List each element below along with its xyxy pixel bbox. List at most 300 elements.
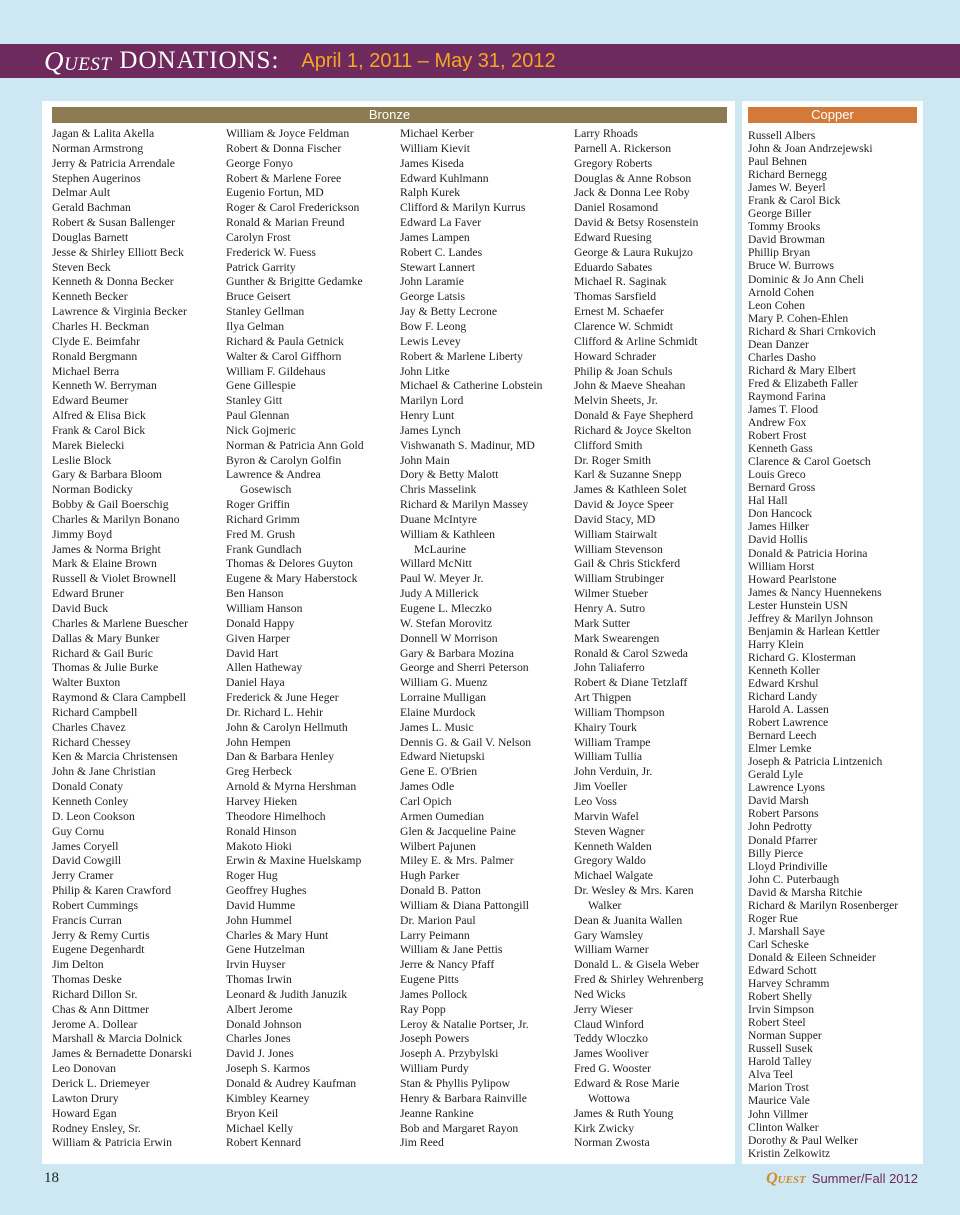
donor-name: William Hanson — [226, 602, 303, 615]
donor-name: John Hummel — [226, 913, 292, 927]
donor-name: William & Patricia Erwin — [52, 1136, 172, 1150]
donor-name: Richard Campbell — [52, 705, 138, 719]
donor-name: Richard Landy — [748, 690, 818, 704]
donor-name: George Biller — [748, 207, 812, 221]
donor-name: David Browman — [748, 233, 825, 247]
donor-name: Charles & Marilyn Bonano — [52, 512, 180, 526]
donor-name: James L. Music — [400, 720, 474, 734]
donor-name: John & Jane Christian — [52, 765, 156, 779]
donor-name: Leslie Block — [52, 453, 112, 467]
donor-name: James Pollock — [400, 987, 468, 1001]
donor-name: Ronald & Carol Szweda — [574, 646, 688, 660]
donor-name: Richard Dillon Sr. — [52, 987, 138, 1001]
donor-name: Stanley Gellman — [226, 305, 305, 319]
donor-name: Robert Kennard — [226, 1136, 301, 1150]
donor-name: Benjamin & Harlean Kettler — [748, 624, 880, 638]
donor-name: Dorothy & Paul Welker — [748, 1133, 858, 1147]
donor-name: William & Diana Pattongill — [400, 898, 530, 912]
donor-name: Robert & Diane Tetzlaff — [574, 676, 688, 690]
donor-name: Donald Johnson — [226, 1017, 302, 1031]
donor-name: Marvin Wafel — [574, 809, 639, 823]
donor-name: Gary & Barbara Mozina — [400, 646, 514, 660]
donor-name: Richard & Marilyn Massey — [400, 498, 529, 512]
donor-name: Bryon Keil — [226, 1106, 279, 1120]
donor-name: Clifford & Marilyn Kurrus — [400, 201, 526, 215]
donor-name: Tommy Brooks — [748, 220, 821, 234]
donor-name: Jesse & Shirley Elliott Beck — [52, 245, 184, 259]
donor-name: Ronald Hinson — [226, 824, 297, 838]
donor-name: Donald Pfarrer — [748, 833, 818, 847]
donor-name: Richard & Marilyn Rosenberger — [748, 898, 899, 912]
donor-name: Donald & Eileen Schneider — [748, 950, 876, 964]
donor-name: Walter & Carol Giffhorn — [226, 349, 342, 363]
donor-name: Jim Delton — [52, 958, 104, 972]
donor-name: Robert Parsons — [748, 807, 819, 821]
donor-name: Bruce Geisert — [226, 290, 291, 304]
donor-name: Walter Buxton — [52, 676, 121, 690]
donor-name: Steven Wagner — [574, 824, 645, 838]
donor-name: Joseph S. Karmos — [226, 1062, 311, 1076]
donor-name: Raymond Farina — [748, 389, 826, 403]
donor-name: Lawrence & Andrea — [226, 468, 321, 482]
donor-name: Jeanne Rankine — [400, 1106, 474, 1120]
donor-name: Russell & Violet Brownell — [52, 572, 177, 586]
donor-name: Donald Conaty — [52, 780, 124, 794]
donor-name: James Hilker — [748, 520, 809, 534]
donor-name: Kenneth Koller — [748, 663, 820, 677]
donor-name: Albert Jerome — [226, 1002, 293, 1016]
donor-name: James & Bernadette Donarski — [52, 1047, 192, 1061]
donor-name: Edward Nietupski — [400, 750, 485, 764]
donor-name: Robert C. Landes — [400, 245, 483, 259]
donor-name: Robert Cummings — [52, 898, 139, 912]
donor-name: Art Thigpen — [574, 691, 632, 705]
donor-name: Douglas Barnett — [52, 230, 129, 244]
donor-name: Clyde E. Beimfahr — [52, 334, 140, 348]
donor-name: Michael & Catherine Lobstein — [400, 379, 543, 393]
donor-name: Richard Grimm — [226, 512, 300, 526]
donor-name: Robert & Donna Fischer — [226, 141, 342, 155]
donor-name: William Stairwalt — [574, 527, 657, 541]
donor-name: William & Jane Pettis — [400, 943, 503, 957]
donor-name: Dallas & Mary Bunker — [52, 631, 160, 645]
donor-name: George Latsis — [400, 290, 466, 304]
donor-name: Kenneth Conley — [52, 794, 129, 808]
donor-name: Alva Teel — [748, 1068, 794, 1082]
donor-name: Gregory Roberts — [574, 156, 653, 170]
donor-name: Donald & Patricia Horina — [748, 546, 868, 560]
donor-name: Jay & Betty Lecrone — [400, 305, 498, 319]
donor-name: Leonard & Judith Januzik — [226, 987, 348, 1001]
donor-name: Paul Behnen — [748, 155, 807, 169]
donor-name: Delmar Ault — [52, 186, 111, 200]
donor-name: Richard & Mary Elbert — [748, 363, 856, 377]
donor-name: John Taliaferro — [574, 661, 645, 675]
donor-name: Gary & Barbara Bloom — [52, 468, 163, 482]
donor-name: Kirk Zwicky — [574, 1121, 635, 1135]
donor-name: Thomas Sarsfield — [574, 290, 657, 304]
donor-name: Thomas & Julie Burke — [52, 661, 159, 675]
donor-name: Larry Rhoads — [574, 127, 638, 140]
donor-name: Richard Chessey — [52, 735, 131, 749]
donor-name: Khairy Tourk — [574, 720, 637, 734]
donor-name: William G. Muenz — [400, 676, 488, 690]
donor-name: Leo Donovan — [52, 1062, 116, 1076]
donor-name: Gunther & Brigitte Gedamke — [226, 275, 363, 289]
donor-name: Guy Cornu — [52, 824, 105, 838]
donor-name: Charles Chavez — [52, 720, 126, 734]
donor-name: Leroy & Natalie Portser, Jr. — [400, 1017, 529, 1031]
donor-name: Marilyn Lord — [400, 394, 464, 408]
donor-name: David Stacy, MD — [574, 512, 656, 526]
donor-name: Billy Pierce — [748, 846, 804, 860]
donor-name: Robert Lawrence — [748, 716, 829, 730]
donor-name: Mark & Elaine Brown — [52, 557, 157, 571]
donor-name: Clarence W. Schmidt — [574, 319, 673, 333]
donor-name: Greg Herbeck — [226, 765, 292, 779]
donor-name: Harold A. Lassen — [748, 703, 829, 717]
donor-name: Philip & Karen Crawford — [52, 884, 172, 898]
donor-name: Melvin Sheets, Jr. — [574, 394, 658, 408]
donor-name: Dominic & Jo Ann Cheli — [748, 272, 864, 286]
donor-name: Dan & Barbara Henley — [226, 750, 335, 764]
donor-name: Gene E. O'Brien — [400, 765, 478, 779]
donor-name: Rodney Ensley, Sr. — [52, 1121, 141, 1135]
donor-name: Marion Trost — [748, 1081, 809, 1095]
donor-name: Clarence & Carol Goetsch — [748, 455, 871, 469]
donor-name: Louis Greco — [748, 468, 806, 482]
donor-name: Chas & Ann Dittmer — [52, 1002, 150, 1016]
donor-name: Michael Kelly — [226, 1121, 294, 1135]
donor-name: Gregory Waldo — [574, 854, 646, 868]
donor-name: Harvey Hieken — [226, 794, 298, 808]
donor-name: Arnold & Myrna Hershman — [226, 780, 357, 794]
donor-name: Jim Reed — [400, 1136, 444, 1150]
donor-name: Thomas Deske — [52, 973, 122, 987]
donor-name: John Villmer — [748, 1107, 808, 1121]
donor-name: John Pedrotty — [748, 820, 813, 834]
donor-name: Robert & Marlene Liberty — [400, 349, 524, 363]
donor-name: Charles Jones — [226, 1032, 291, 1046]
donor-name: John Laramie — [400, 275, 464, 289]
donor-name: Thomas Irwin — [226, 973, 292, 987]
donor-name: Lawrence Lyons — [748, 781, 825, 795]
donor-name: Frederick & June Heger — [226, 691, 339, 705]
donor-name: Erwin & Maxine Huelskamp — [226, 854, 362, 868]
donor-name: Gary Wamsley — [574, 928, 644, 942]
donor-name: Edward Ruesing — [574, 230, 652, 244]
donor-name: John Main — [400, 453, 450, 467]
donor-name: Gail & Chris Stickferd — [574, 557, 681, 571]
donor-name: Jerry Cramer — [52, 869, 114, 883]
donor-name: Alfred & Elisa Bick — [52, 409, 146, 423]
donor-name: David Buck — [52, 602, 109, 615]
donor-name: Marshall & Marcia Dolnick — [52, 1032, 183, 1046]
donor-name: Richard & Paula Getnick — [226, 334, 344, 348]
donor-name: Donald & Audrey Kaufman — [226, 1077, 357, 1090]
donor-name: David Hart — [226, 646, 279, 660]
donor-name: John & Carolyn Hellmuth — [226, 720, 348, 734]
donor-name: Richard & Shari Crnkovich — [748, 324, 876, 338]
donor-name: Fred G. Wooster — [574, 1062, 652, 1076]
donor-name: Carolyn Frost — [226, 230, 291, 244]
donor-name: Roger Hug — [226, 869, 278, 883]
donor-name: Dory & Betty Malott — [400, 468, 499, 482]
donor-name: Given Harper — [226, 631, 290, 645]
donor-name: John C. Puterbaugh — [748, 872, 840, 886]
donor-name: Norman Zwosta — [574, 1136, 650, 1150]
donor-name: Raymond & Clara Campbell — [52, 691, 187, 705]
donor-name: Mark Swearengen — [574, 631, 660, 645]
donor-name: Charles H. Beckman — [52, 319, 150, 333]
donor-name: Michael Berra — [52, 364, 120, 378]
donor-name: Russell Albers — [748, 129, 816, 142]
donor-name: Wilbert Pajunen — [400, 839, 476, 853]
donor-name: Ronald Bergmann — [52, 349, 138, 363]
donor-name: Chris Masselink — [400, 483, 477, 497]
donor-name: McLaurine — [414, 542, 466, 556]
donor-name: Ned Wicks — [574, 987, 626, 1001]
donor-name: Lawton Drury — [52, 1091, 119, 1105]
donor-name: Kimbley Kearney — [226, 1091, 310, 1105]
donor-name: Daniel Rosamond — [574, 201, 659, 215]
donor-name: George Fonyo — [226, 156, 293, 170]
donor-name: Roger & Carol Frederickson — [226, 201, 360, 215]
donor-name: Fred & Elizabeth Faller — [748, 376, 858, 390]
donor-name: William F. Gildehaus — [226, 364, 326, 378]
donor-name: Theodore Himelhoch — [226, 809, 326, 823]
donor-name: Eugene & Mary Haberstock — [226, 572, 358, 586]
donor-name: Bernard Leech — [748, 729, 817, 743]
page-title: DONATIONS: — [119, 47, 280, 74]
donor-name: Ray Popp — [400, 1002, 446, 1016]
donor-name: John & Joan Andrzejewski — [748, 142, 873, 156]
donor-name: Walker — [588, 898, 622, 912]
donor-name: Jimmy Boyd — [52, 527, 113, 541]
donor-name: William Warner — [574, 943, 649, 957]
donor-name: John Litke — [400, 364, 450, 378]
donor-name: Gerald Bachman — [52, 201, 131, 215]
donor-name: Eugene Degenhardt — [52, 943, 145, 957]
donor-name: Kristin Zelkowitz — [748, 1146, 831, 1160]
donor-name: Eduardo Sabates — [574, 260, 653, 274]
donor-name: Michael Walgate — [574, 869, 653, 883]
donor-name: Norman Bodicky — [52, 483, 133, 497]
donor-name: Howard Pearlstone — [748, 572, 837, 586]
donor-name: Elmer Lemke — [748, 742, 812, 756]
donor-name: Robert Frost — [748, 429, 807, 443]
donor-name: Jerome A. Dollear — [52, 1017, 138, 1031]
donor-name: Daniel Haya — [226, 676, 285, 690]
donor-name: Roger Rue — [748, 911, 798, 925]
donor-name: Roger Griffin — [226, 498, 290, 512]
donor-name: Bobby & Gail Boerschig — [52, 498, 169, 512]
donor-name: Vishwanath S. Madinur, MD — [400, 438, 535, 452]
donor-name: Edward Schott — [748, 964, 817, 977]
donor-name: David Hollis — [748, 533, 808, 547]
donor-name: Harvey Schramm — [748, 977, 830, 991]
donor-name: Robert Shelly — [748, 990, 813, 1004]
donor-name: Gene Hutzelman — [226, 943, 305, 957]
donor-name: Robert Steel — [748, 1016, 806, 1030]
donor-name: Kenneth Walden — [574, 839, 652, 853]
donor-name: James Lampen — [400, 230, 470, 244]
donor-name: William Horst — [748, 559, 815, 573]
donor-name: Robert & Marlene Foree — [226, 171, 342, 185]
donor-name: Eugenio Fortun, MD — [226, 186, 324, 200]
donor-name: Donald Happy — [226, 616, 295, 630]
donor-name: Irvin Huyser — [226, 958, 286, 972]
quest-logo: Quest — [44, 45, 112, 76]
donor-name: William Trampe — [574, 735, 651, 749]
donor-name: Mary P. Cohen-Ehlen — [748, 311, 849, 325]
donor-name: Patrick Garrity — [226, 260, 296, 274]
donor-name: Willard McNitt — [400, 557, 472, 571]
donor-name: Hal Hall — [748, 494, 788, 508]
donor-name: Derick L. Driemeyer — [52, 1077, 150, 1090]
donor-name: Michael R. Saginak — [574, 275, 667, 289]
donor-name: Lester Hunstein USN — [748, 598, 848, 612]
donor-name: Hugh Parker — [400, 869, 460, 883]
donor-name: James Wooliver — [574, 1047, 649, 1061]
donor-name: Edward & Rose Marie — [574, 1077, 680, 1090]
donor-name: Ken & Marcia Christensen — [52, 750, 178, 764]
donor-name: David & Betsy Rosenstein — [574, 216, 699, 230]
donor-name: Philip & Joan Schuls — [574, 364, 673, 378]
donor-name: David Cowgill — [52, 854, 122, 868]
donor-name: Jerry & Patricia Arrendale — [52, 156, 175, 170]
donor-name: Larry Peimann — [400, 928, 470, 942]
donor-name: Gerald Lyle — [748, 768, 804, 782]
donor-name: James W. Beyerl — [748, 181, 826, 195]
donor-name: Gosewisch — [240, 483, 292, 497]
donor-name: James Odle — [400, 780, 455, 794]
donor-name: Richard & Joyce Skelton — [574, 423, 692, 437]
donor-name: Bernard Gross — [748, 481, 816, 495]
donor-name: Frederick W. Fuess — [226, 245, 316, 259]
donor-name: Donald B. Patton — [400, 884, 481, 898]
donor-name: James & Kathleen Solet — [574, 483, 687, 497]
donor-name: James & Norma Bright — [52, 542, 161, 556]
donor-name: Don Hancock — [748, 507, 813, 521]
donor-name: Jerry & Remy Curtis — [52, 928, 150, 942]
bronze-column-1 — [52, 127, 222, 1151]
donor-name: Jerre & Nancy Pfaff — [400, 958, 495, 972]
donor-name: Charles Dasho — [748, 350, 816, 364]
donor-name: James Kiseda — [400, 156, 464, 170]
donor-name: Robert & Susan Ballenger — [52, 216, 176, 230]
donor-name: Fred & Shirley Wehrenberg — [574, 973, 704, 987]
donor-name: Lawrence & Virginia Becker — [52, 305, 187, 319]
donor-name: George & Laura Rukujzo — [574, 245, 693, 259]
donor-name: Dean & Juanita Wallen — [574, 913, 683, 927]
donor-name: Miley E. & Mrs. Palmer — [400, 854, 514, 868]
donor-name: James Coryell — [52, 839, 119, 853]
bronze-column-2 — [226, 127, 396, 1151]
donor-name: Ronald & Marian Freund — [226, 216, 345, 230]
donor-name: Howard Schrader — [574, 349, 657, 363]
issue-label: Summer/Fall 2012 — [811, 1171, 918, 1186]
donor-name: Ilya Gelman — [226, 319, 285, 333]
donor-name: Henry A. Sutro — [574, 602, 646, 615]
donor-name: Lorraine Mulligan — [400, 691, 487, 705]
donor-name: Teddy Wloczko — [574, 1032, 648, 1046]
donor-name: D. Leon Cookson — [52, 809, 135, 823]
donor-name: Kenneth Becker — [52, 290, 128, 304]
donor-name: Dean Danzer — [748, 337, 809, 351]
donor-name: Edward Kuhlmann — [400, 171, 489, 185]
donor-name: Andrew Fox — [748, 416, 807, 430]
donor-name: Dr. Wesley & Mrs. Karen — [574, 884, 694, 898]
bronze-column-3 — [400, 127, 572, 1151]
donor-name: Francis Curran — [52, 913, 122, 927]
donor-name: James T. Flood — [748, 402, 819, 416]
donor-name: Dennis G. & Gail V. Nelson — [400, 735, 532, 749]
donor-name: Maurice Vale — [748, 1094, 810, 1108]
donor-name: Steven Beck — [52, 260, 111, 274]
donor-name: Kenneth & Donna Becker — [52, 275, 174, 289]
donor-name: Howard Egan — [52, 1106, 117, 1120]
donor-name: Clifford Smith — [574, 438, 643, 452]
donor-name: David Marsh — [748, 794, 809, 808]
donor-name: Byron & Carolyn Golfin — [226, 453, 342, 467]
donor-name: Makoto Hioki — [226, 839, 292, 853]
donor-name: Norman Supper — [748, 1029, 822, 1043]
donor-name: James & Nancy Huennekens — [748, 585, 882, 599]
donor-name: Richard G. Klosterman — [748, 650, 856, 664]
donor-name: John Hempen — [226, 735, 291, 749]
donor-name: George and Sherri Peterson — [400, 661, 529, 675]
donor-name: William & Kathleen — [400, 527, 495, 541]
donor-name: Gene Gillespie — [226, 379, 296, 393]
footer-issue — [766, 1170, 918, 1188]
donor-name: James Lynch — [400, 423, 461, 437]
donor-name: John & Maeve Sheahan — [574, 379, 686, 393]
donor-name: William & Joyce Feldman — [226, 127, 350, 140]
donor-name: Parnell A. Rickerson — [574, 141, 672, 155]
donor-name: Joseph & Patricia Lintzenich — [748, 755, 883, 769]
page-number: 18 — [44, 1170, 59, 1186]
donor-name: Stanley Gitt — [226, 394, 283, 408]
donor-name: Stan & Phyllis Pylipow — [400, 1077, 511, 1090]
bronze-section-header: Bronze — [52, 107, 727, 123]
donor-name: Kenneth W. Berryman — [52, 379, 157, 393]
donor-name: William Strubinger — [574, 572, 665, 586]
donor-name: Dr. Marion Paul — [400, 913, 476, 927]
donor-name: J. Marshall Saye — [748, 924, 825, 938]
donor-name: Russell Susek — [748, 1042, 813, 1056]
donor-name: W. Stefan Morovitz — [400, 616, 493, 630]
donor-name: Donald L. & Gisela Weber — [574, 958, 700, 972]
donor-name: David & Marsha Ritchie — [748, 885, 863, 899]
donor-name: Bruce W. Burrows — [748, 259, 834, 273]
donor-name: Leo Voss — [574, 794, 617, 808]
donor-name: Fred M. Grush — [226, 527, 296, 541]
donor-name: Leon Cohen — [748, 298, 805, 312]
donor-name: Karl & Suzanne Snepp — [574, 468, 682, 482]
donor-name: William Stevenson — [574, 542, 663, 556]
donor-name: Mark Sutter — [574, 616, 631, 630]
donor-name: Henry Lunt — [400, 409, 455, 423]
donor-name: David J. Jones — [226, 1047, 294, 1061]
donor-name: Edward La Faver — [400, 216, 482, 230]
donor-name: William Tullia — [574, 750, 643, 764]
donor-name: Lewis Levey — [400, 334, 461, 348]
donor-name: Charles & Marlene Buescher — [52, 616, 188, 630]
donor-name: Carl Opich — [400, 794, 452, 808]
donor-name: Douglas & Anne Robson — [574, 171, 692, 185]
donor-name: Jerry Wieser — [574, 1002, 633, 1016]
